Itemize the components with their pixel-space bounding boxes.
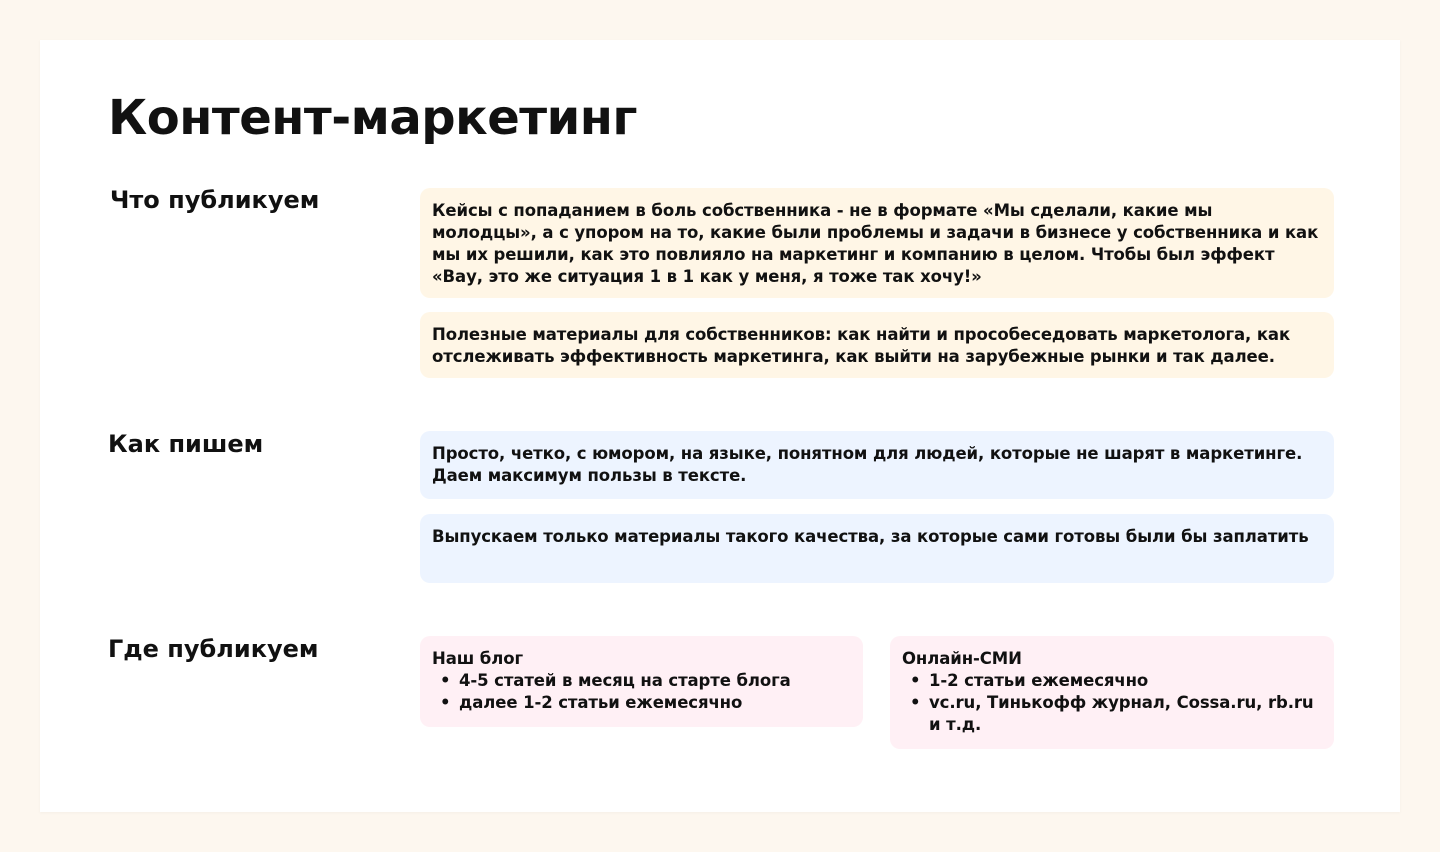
section-label-what: Что публикуем — [110, 186, 320, 214]
list-item: • vc.ru, Тинькофф журнал, Cossa.ru, rb.ru и т.д. — [902, 692, 1322, 736]
how-card-style — [420, 431, 1334, 499]
what-card-materials-text: Полезные материалы для собственников: как найти и прособеседовать маркетолога, как отслеживать эффективность маркетинга, как выйти на зарубежные рынки и так далее. — [432, 325, 1291, 366]
where-card-media — [890, 636, 1334, 749]
how-card-style-text: Просто, четко, с юмором, на языке, понятном для людей, которые не шарят в маркетинге. Даем максимум пользы в тексте. — [432, 444, 1303, 485]
list-item: • далее 1-2 статьи ежемесячно — [432, 692, 851, 714]
how-card-quality-text: Выпускаем только материалы такого качества, за которые сами готовы были бы заплатить — [432, 527, 1309, 546]
blog-list — [432, 670, 851, 714]
section-label-how: Как пишем — [108, 430, 264, 458]
list-item: • 4-5 статей в месяц на старте блога — [432, 670, 851, 692]
what-card-cases — [420, 188, 1334, 298]
what-card-cases-text: Кейсы с попаданием в боль собственника - не в формате «Мы сделали, какие мы молодцы», а с упором на то, какие были проблемы и задачи в бизнесе у собственника и как мы их решили, как это повлияло на маркетинг и компанию в целом. Чтобы был эффект «Вау, это же ситуация 1 в 1 как у меня, я тоже так хочу!» — [432, 201, 1319, 286]
section-label-where: Где публикуем — [108, 635, 319, 663]
how-card-quality — [420, 514, 1334, 583]
blog-title: Наш блог — [432, 649, 523, 668]
media-list — [902, 670, 1322, 736]
what-card-materials — [420, 312, 1334, 378]
page-title: Контент-маркетинг — [108, 90, 637, 146]
media-title: Онлайн-СМИ — [902, 649, 1022, 668]
list-item: • 1-2 статьи ежемесячно — [902, 670, 1322, 692]
slide — [40, 40, 1400, 812]
where-card-blog — [420, 636, 863, 727]
